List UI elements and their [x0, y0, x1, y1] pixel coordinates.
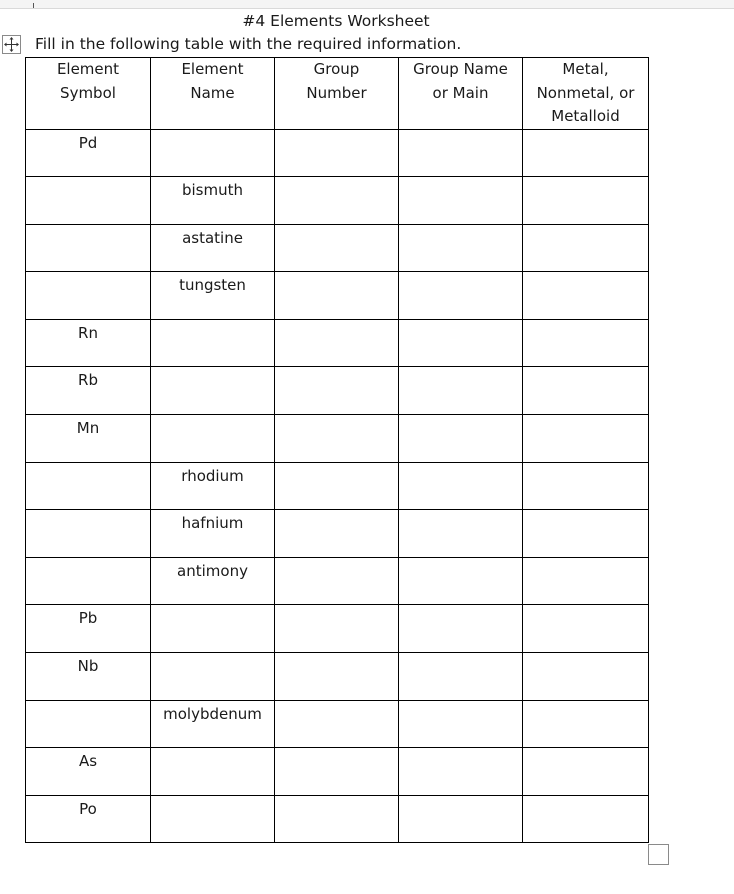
symbol-cell[interactable] — [26, 557, 151, 605]
header-line: Metal, — [562, 60, 609, 78]
name-cell[interactable] — [151, 367, 275, 415]
group-name-cell[interactable] — [399, 700, 523, 748]
group-number-cell[interactable] — [275, 653, 399, 701]
group-number-cell[interactable] — [275, 319, 399, 367]
group-number-cell[interactable] — [275, 557, 399, 605]
group-name-cell[interactable] — [399, 653, 523, 701]
symbol-cell[interactable]: Mn — [26, 415, 151, 463]
table-row — [26, 653, 649, 701]
table-body — [26, 129, 649, 843]
table-row — [26, 129, 649, 177]
table-row — [26, 177, 649, 225]
metal-type-cell[interactable] — [523, 605, 649, 653]
group-number-cell[interactable] — [275, 748, 399, 796]
header-element-name — [151, 58, 275, 130]
group-name-cell[interactable] — [399, 415, 523, 463]
group-name-cell[interactable] — [399, 319, 523, 367]
group-name-cell[interactable] — [399, 224, 523, 272]
ruler-tick — [33, 3, 34, 8]
name-cell[interactable] — [151, 129, 275, 177]
header-group-number — [275, 58, 399, 130]
table-row — [26, 795, 649, 843]
header-line: Group — [313, 60, 360, 78]
name-cell[interactable] — [151, 653, 275, 701]
table-row — [26, 224, 649, 272]
name-cell[interactable] — [151, 748, 275, 796]
table-resize-handle[interactable] — [648, 844, 669, 865]
instruction-text: Fill in the following table with the required information. — [35, 35, 462, 53]
header-group-name — [399, 58, 523, 130]
worksheet-title: #4 Elements Worksheet — [242, 12, 430, 30]
symbol-cell[interactable] — [26, 462, 151, 510]
group-name-cell[interactable] — [399, 177, 523, 225]
group-name-cell[interactable] — [399, 129, 523, 177]
symbol-cell[interactable]: Rb — [26, 367, 151, 415]
name-cell[interactable] — [151, 415, 275, 463]
group-number-cell[interactable] — [275, 224, 399, 272]
group-name-cell[interactable] — [399, 272, 523, 320]
table-row — [26, 319, 649, 367]
group-number-cell[interactable] — [275, 367, 399, 415]
group-number-cell[interactable] — [275, 510, 399, 558]
header-metal-type — [523, 58, 649, 130]
ruler-strip — [0, 0, 734, 9]
group-number-cell[interactable] — [275, 415, 399, 463]
symbol-cell[interactable]: Po — [26, 795, 151, 843]
table-row — [26, 462, 649, 510]
metal-type-cell[interactable] — [523, 510, 649, 558]
symbol-cell[interactable] — [26, 510, 151, 558]
symbol-cell[interactable]: Pd — [26, 129, 151, 177]
symbol-cell[interactable]: As — [26, 748, 151, 796]
table-row — [26, 367, 649, 415]
header-line: Element — [56, 60, 120, 78]
group-number-cell[interactable] — [275, 129, 399, 177]
metal-type-cell[interactable] — [523, 700, 649, 748]
symbol-cell[interactable]: Rn — [26, 319, 151, 367]
metal-type-cell[interactable] — [523, 748, 649, 796]
group-number-cell[interactable] — [275, 795, 399, 843]
elements-table — [25, 57, 649, 843]
group-number-cell[interactable] — [275, 462, 399, 510]
symbol-cell[interactable] — [26, 224, 151, 272]
metal-type-cell[interactable] — [523, 319, 649, 367]
symbol-cell[interactable] — [26, 177, 151, 225]
metal-type-cell[interactable] — [523, 415, 649, 463]
group-name-cell[interactable] — [399, 510, 523, 558]
name-cell[interactable]: molybdenum — [151, 700, 275, 748]
table-row — [26, 748, 649, 796]
name-cell[interactable]: rhodium — [151, 462, 275, 510]
name-cell[interactable] — [151, 605, 275, 653]
metal-type-cell[interactable] — [523, 367, 649, 415]
group-name-cell[interactable] — [399, 795, 523, 843]
metal-type-cell[interactable] — [523, 462, 649, 510]
table-row — [26, 415, 649, 463]
group-number-cell[interactable] — [275, 272, 399, 320]
name-cell[interactable]: bismuth — [151, 177, 275, 225]
group-name-cell[interactable] — [399, 557, 523, 605]
group-name-cell[interactable] — [399, 748, 523, 796]
table-row — [26, 510, 649, 558]
symbol-cell[interactable] — [26, 700, 151, 748]
header-line: Group Name — [413, 60, 508, 78]
header-line: Number — [306, 83, 367, 102]
name-cell[interactable] — [151, 795, 275, 843]
metal-type-cell[interactable] — [523, 557, 649, 605]
move-arrows-icon — [3, 36, 20, 53]
header-row — [26, 58, 649, 130]
name-cell[interactable]: astatine — [151, 224, 275, 272]
metal-type-cell[interactable] — [523, 129, 649, 177]
table-row — [26, 557, 649, 605]
group-number-cell[interactable] — [275, 700, 399, 748]
metal-type-cell[interactable] — [523, 224, 649, 272]
symbol-cell[interactable]: Pb — [26, 605, 151, 653]
table-row — [26, 272, 649, 320]
header-line: Element — [181, 60, 244, 78]
symbol-cell[interactable] — [26, 272, 151, 320]
group-name-cell[interactable] — [399, 462, 523, 510]
metal-type-cell[interactable] — [523, 177, 649, 225]
header-line: Symbol — [60, 83, 116, 102]
symbol-cell[interactable]: Nb — [26, 653, 151, 701]
header-line: Metalloid — [551, 107, 620, 125]
metal-type-cell[interactable] — [523, 272, 649, 320]
group-name-cell[interactable] — [399, 367, 523, 415]
header-line: Name — [190, 83, 235, 102]
name-cell[interactable]: tungsten — [151, 272, 275, 320]
group-number-cell[interactable] — [275, 177, 399, 225]
name-cell[interactable]: antimony — [151, 557, 275, 605]
table-row — [26, 700, 649, 748]
metal-type-cell[interactable] — [523, 653, 649, 701]
group-name-cell[interactable] — [399, 605, 523, 653]
table-move-handle[interactable] — [2, 35, 21, 54]
header-line: Nonmetal, or — [536, 83, 635, 102]
metal-type-cell[interactable] — [523, 795, 649, 843]
table-row — [26, 605, 649, 653]
header-element-symbol — [26, 58, 151, 130]
name-cell[interactable]: hafnium — [151, 510, 275, 558]
name-cell[interactable] — [151, 319, 275, 367]
group-number-cell[interactable] — [275, 605, 399, 653]
header-line: or Main — [432, 83, 489, 102]
